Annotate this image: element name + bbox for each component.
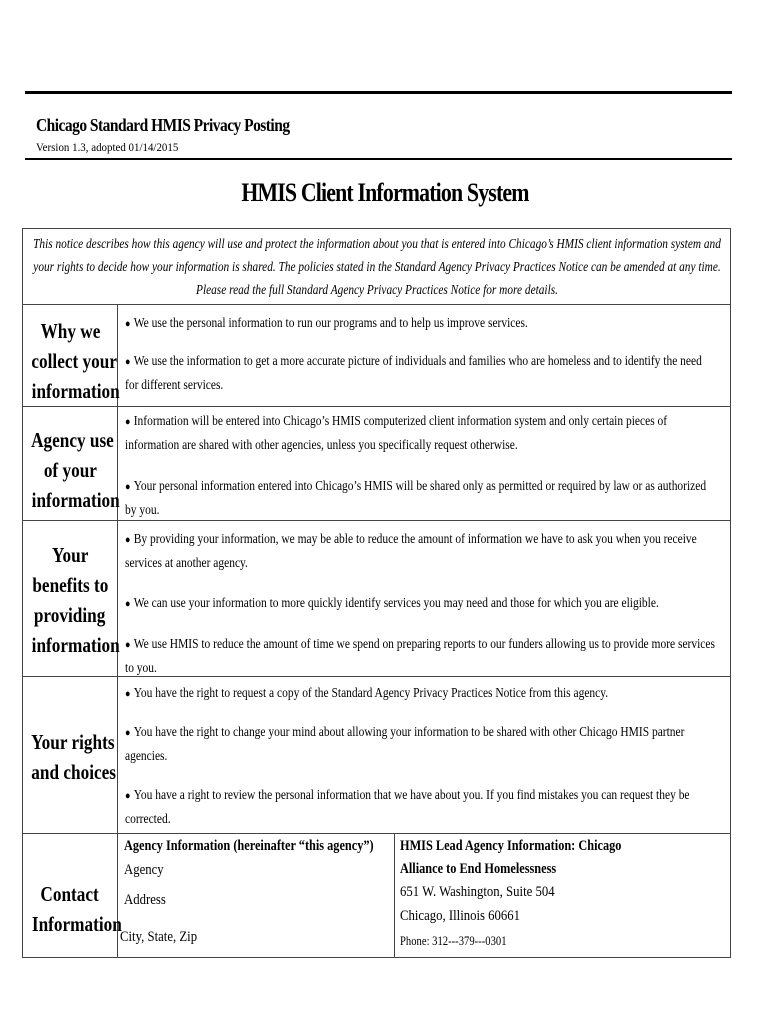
address-field-label: Address — [124, 892, 166, 908]
lead-agency-phone: Phone: 312---379---0301 — [400, 934, 507, 948]
row-divider — [22, 833, 731, 834]
bullet-item: ● We use the personal information to run our programs and to help us improve services. — [125, 316, 528, 331]
lead-agency-heading: HMIS Lead Agency Information: Chicago — [400, 838, 622, 854]
section-label-contact: Contact Information — [31, 882, 122, 936]
bullet-item: ● Your personal information entered into Chicago’s HMIS will be shared only as permitted or required by law or as authorized by you. — [125, 479, 707, 518]
header-rule — [25, 158, 732, 160]
document-title: Chicago Standard HMIS Privacy Posting — [36, 115, 290, 135]
section-label-agency-use: Agency use of your information — [31, 428, 120, 512]
lead-agency-address: 651 W. Washington, Suite 504 — [400, 884, 555, 900]
lead-agency-name: Alliance to End Homelessness — [400, 861, 557, 877]
section-label-rights: Your rights and choices — [31, 730, 116, 784]
page-heading: HMIS Client Information System — [241, 178, 529, 207]
bullet-item: ● By providing your information, we may be able to reduce the amount of information we have to ask you when you receive services at another agency. — [125, 532, 697, 571]
bullet-item: ● Information will be entered into Chicago’s HMIS computerized client information system and only certain pieces of information are shared with other agencies, unless you specifically request otherwise. — [125, 414, 668, 453]
section-label-why-collect: Why we collect your information — [31, 319, 120, 403]
agency-field-label: Agency — [124, 862, 164, 878]
bullet-item: ● We use the information to get a more accurate picture of individuals and families who are homeless and to identify the need for different services. — [125, 354, 702, 393]
top-rule — [25, 91, 732, 94]
contact-column-divider — [394, 834, 395, 958]
bullet-item: ● You have the right to change your mind about allowing your information to be shared with other Chicago HMIS partner agencies. — [125, 725, 685, 764]
row-divider — [22, 406, 731, 407]
intro-notice: This notice describes how this agency will use and protect the information about you that is entered into Chicago’s HMIS client information system and your rights to decide how your information is shared. The policies stated in the Standard Agency Privacy Practices Notice can be amended at any time. Please read the full Standard Agency Privacy Practices Notice for more details. — [33, 236, 721, 297]
bullet-item: ● You have the right to request a copy of the Standard Agency Privacy Practices Notice from this agency. — [125, 686, 609, 701]
bullet-item: ● We use HMIS to reduce the amount of time we spend on preparing reports to our funders allowing us to provide more services to you. — [125, 637, 715, 676]
version-line: Version 1.3, adopted 01/14/2015 — [36, 142, 179, 154]
section-label-benefits: Your benefits to providing information — [31, 543, 120, 657]
bullet-item: ● You have a right to review the personal information that we have about you. If you find mistakes you can request they be corrected. — [125, 788, 690, 827]
lead-agency-city: Chicago, Illinois 60661 — [400, 908, 521, 924]
agency-info-heading: Agency Information (hereinafter “this agency”) — [124, 838, 374, 854]
city-state-zip-label: City, State, Zip — [120, 929, 198, 945]
bullet-item: ● We can use your information to more quickly identify services you may need and those for which you are eligible. — [125, 596, 659, 611]
intro-divider — [22, 304, 731, 305]
